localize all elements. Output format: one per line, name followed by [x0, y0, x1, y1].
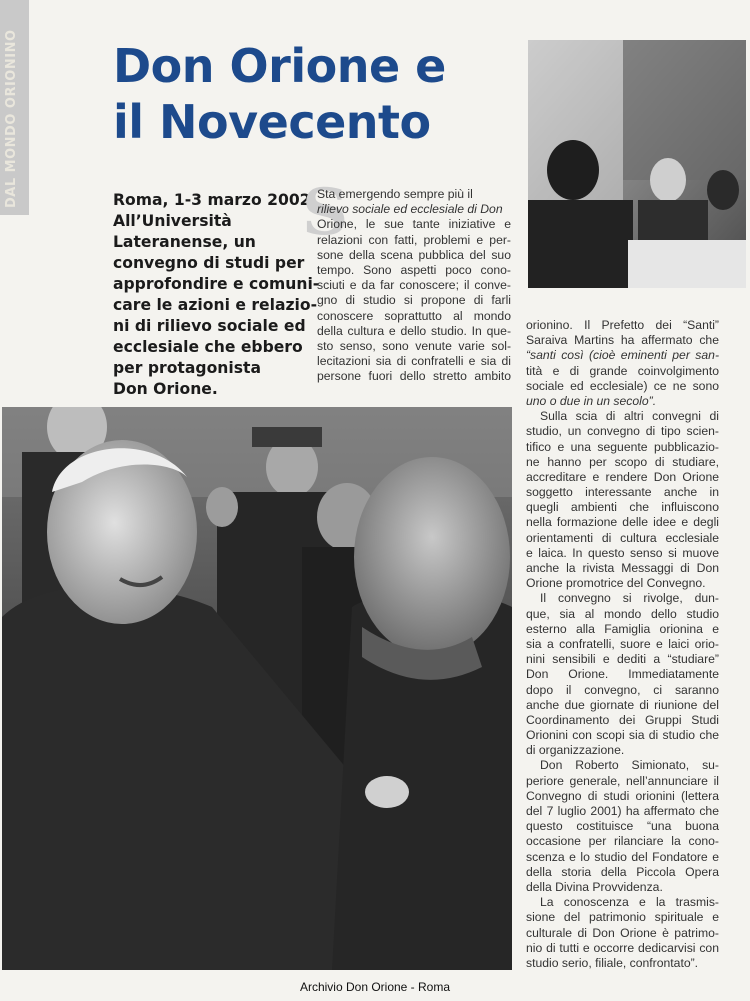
body-line: soggetto interessante anche in	[526, 485, 719, 500]
body-line: nini sensibili e dediti a “studiare”	[526, 652, 719, 667]
body-column-2	[317, 187, 511, 384]
body-line: sto senso, sono venute varie sol-	[317, 338, 511, 353]
body-line: della cultura e dello studio. In que-	[317, 323, 511, 338]
page-title	[113, 38, 513, 150]
body-line: e laica. In questo senso si muove	[526, 545, 719, 560]
body-line: della storia della Piccola Opera	[526, 864, 719, 879]
body-line: anche la rivista Messaggi di Don	[526, 561, 719, 575]
subtitle-line: ni di rilievo sociale ed	[113, 317, 306, 335]
body-line: nella formazione delle idee e degli	[526, 515, 719, 530]
body-line: Orione promotrice del Convegno.	[526, 576, 706, 591]
subtitle-line: ecclesiale che ebbero	[113, 338, 303, 356]
subtitle-line: Lateranense, un	[113, 233, 256, 251]
body-line: tità e di grande coinvolgimento	[526, 363, 719, 378]
footer-archive-credit: Archivio Don Orione - Roma	[299, 980, 451, 994]
body-line: “santi così (cioè eminenti per san-	[526, 348, 719, 363]
body-line: quegli ambienti che influiscono	[526, 500, 719, 515]
body-line: rilievo sociale ed ecclesiale di Don	[317, 202, 503, 217]
body-line: sciuti e da far conoscere; il conve-	[317, 278, 511, 293]
body-line: studio, un convegno di tipo scien-	[526, 424, 719, 439]
title-line-2: il Novecento	[113, 95, 431, 149]
body-line: Orione, le sue tante iniziative e	[317, 217, 511, 232]
body-line: que, sia al mondo dello studio	[526, 606, 719, 621]
body-line: orientamenti di cultura ecclesiale	[526, 530, 719, 545]
body-line: ne hanno per scopo di studiare,	[526, 454, 719, 469]
body-line: uno o due in un secolo”.	[526, 393, 657, 408]
photo-don-orione-greeting	[2, 407, 512, 970]
body-line: gno di studio si propone di farli	[317, 293, 511, 308]
body-line: persone fuori dello stretto ambito	[317, 369, 511, 384]
body-line: di organizzazione.	[526, 743, 625, 758]
body-line: Il convegno si rivolge, dun-	[540, 591, 719, 606]
section-tab-label: DAL MONDO ORIONINO	[4, 29, 19, 208]
body-line: sione del patrimonio spirituale e	[526, 910, 719, 925]
body-line: Coordinamento dei Gruppi Studi	[526, 712, 719, 727]
body-line: Convegno di studi orionini (lettera	[526, 788, 719, 803]
body-line: occasione per rilanciare la cono-	[526, 834, 719, 849]
body-line: anche due giornate di riunione del	[526, 697, 719, 712]
subtitle-line: Roma, 1-3 marzo 2002.	[113, 191, 317, 209]
body-line: esterno alla Famiglia orionina e	[526, 621, 719, 636]
body-line: Sulla scia di altri convegni di	[540, 409, 719, 424]
body-line: Saraiva Martins ha affermato che	[526, 333, 719, 348]
subtitle-line: All’Università	[113, 212, 232, 230]
body-line: accreditare e rendere Don Orione	[526, 469, 719, 484]
body-line: Don Orione. Immediatamente	[526, 667, 719, 682]
body-column-3	[526, 318, 719, 971]
body-line: Sta emergendo sempre più il	[317, 187, 473, 201]
body-line: relazioni con fatti, problemi e per-	[317, 232, 511, 247]
body-line: lecitazioni sia di confratelli e sia di	[317, 354, 511, 369]
body-line: del 7 luglio 2001) ha affermato che	[526, 804, 719, 818]
body-line: scenza e lo studio del Fondatore e	[526, 849, 719, 864]
body-line: orionino. Il Prefetto dei “Santi”	[526, 318, 719, 332]
body-line: studio serio, filiale, confrontato”.	[526, 955, 699, 970]
body-line: periore generale, nell’annunciare il	[526, 773, 719, 788]
body-line: tempo. Sono aspetti poco cono-	[317, 262, 511, 277]
subtitle-line: per protagonista	[113, 359, 261, 377]
article-subtitle	[113, 190, 320, 400]
drop-cap: S	[302, 175, 349, 250]
body-line: nio di tutti e occorre dedicarvisi con	[526, 940, 719, 955]
body-line: questo costituisce “una buona	[526, 819, 719, 834]
body-line: tifico e una seguente pubblicazio-	[526, 439, 719, 454]
body-line: La conoscenza e la trasmis-	[540, 895, 719, 910]
body-line: Don Roberto Simionato, su-	[540, 758, 719, 773]
body-line: dopo il convegno, ci saranno	[526, 682, 719, 697]
section-tab	[0, 0, 29, 215]
body-line: culturale di Don Orione è patrimo-	[526, 925, 719, 940]
body-line: conoscere soprattutto al mondo	[317, 308, 511, 323]
subtitle-line: convegno di studi per	[113, 254, 305, 272]
subtitle-line: Don Orione.	[113, 380, 218, 398]
body-line: della Divina Provvidenza.	[526, 879, 663, 894]
subtitle-line: approfondire e comuni-	[113, 275, 320, 293]
photo-conference-table	[528, 40, 746, 288]
body-line: sociale ed ecclesiale) ce ne sono	[526, 378, 719, 393]
body-line: sia a confratelli, suore e laici orio-	[526, 636, 719, 651]
title-line-1: Don Orione e	[113, 39, 446, 93]
subtitle-line: care le azioni e relazio-	[113, 296, 318, 314]
body-line: Orionini con scopi sia di studio che	[526, 728, 719, 743]
body-line: sone della scena pubblica del suo	[317, 247, 511, 262]
